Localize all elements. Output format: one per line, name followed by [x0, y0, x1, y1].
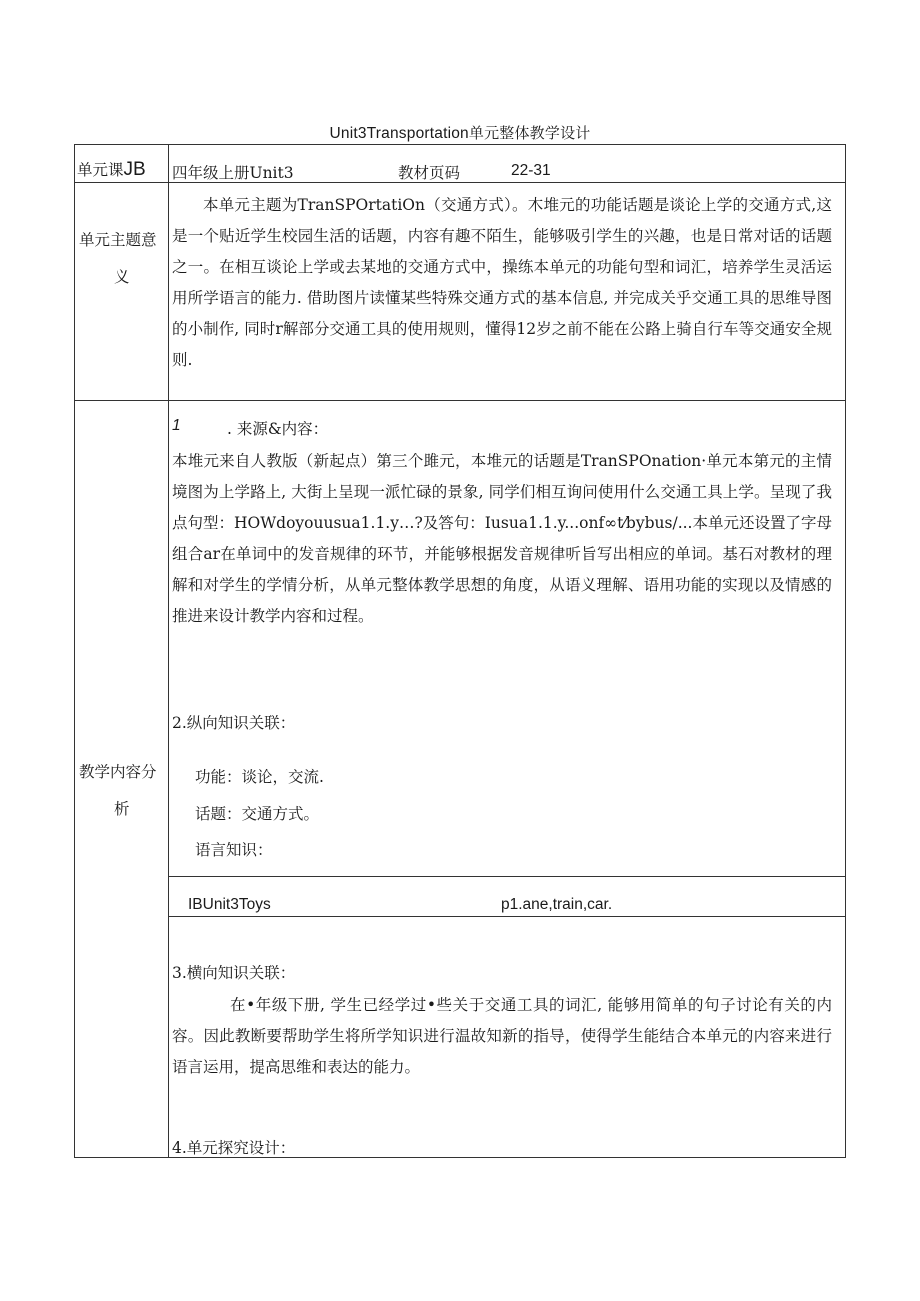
section1-text: 本堆元来自人教版（新起点）第三个雎元，本堆元的话题是TranSPOnation·单元本第元的主情境图为上学路上, 大街上呈现一派忙碌的景象, 同学们相互询问使用什么交通工具上学。呈现了我点句型：HOWdoyouusua1.1.y…?及答句：Iusua1.1.y...onf∞t⁄bybus/...本单元还设置了字母组合ar在单词中的发音规律的环节，并能够根据发音规律听旨写出相应的单词。基石对教材的理解和对学生的学情分析，从单元整体教学思想的角度，从语义理解、语用功能的实现以及情感的推进来设计教学内容和过程。: [172, 452, 832, 625]
inner-table-words-cell: p1.ane,train,car.: [501, 896, 613, 913]
language-knowledge-line: 语言知识：: [195, 841, 273, 859]
section4-title: 4.单元探究设计：: [172, 1139, 296, 1157]
theme-paragraph: [172, 190, 832, 376]
section1-paragraph: [172, 446, 832, 632]
analysis-label-line2: 析: [114, 800, 130, 818]
inner-table-bottom: [168, 916, 846, 917]
unit-lesson-label: [77, 158, 146, 181]
unit-lesson-label-prefix: 单元课: [77, 161, 124, 179]
row-divider-2: [74, 400, 846, 401]
grade-unit-value: 四年级上册Unit3: [172, 164, 294, 182]
section2-title: 2.纵向知识关联：: [172, 714, 296, 732]
section3-title: 3.横向知识关联：: [172, 964, 296, 982]
textbook-pages-label: 教材页码: [398, 164, 461, 182]
title-chinese: 单元整体教学设计: [468, 124, 591, 142]
textbook-pages-value: 22-31: [511, 162, 551, 179]
section3-text: 在•年级下册, 学生已经学过•些关于交通工具的词汇, 能够用简单的句子讨论有关的内容。因此教断要帮助学生将所学知识进行温故知新的指导，使得学生能结合本单元的内容来进行语言运用，提高思维和表达的能力。: [172, 996, 832, 1076]
inner-table-top: [168, 876, 846, 877]
unit-lesson-label-suffix: JB: [123, 159, 146, 180]
theme-label-line2: 义: [114, 268, 130, 286]
title-english: Unit3Transportation: [329, 125, 469, 142]
analysis-label-line1: 教学内容分: [79, 763, 157, 781]
label-column-divider: [168, 144, 169, 1158]
function-line: 功能：谈论，交流.: [195, 768, 324, 786]
section3-paragraph: [172, 990, 832, 1083]
topic-line: 话题：交通方式。: [195, 805, 320, 823]
section1-title: . 来源&内容：: [227, 420, 329, 438]
section1-number: 1: [172, 417, 181, 434]
inner-table-unit-cell: IBUnit3Toys: [188, 896, 271, 913]
theme-text: 本单元主题为TranSPOrtatiOn（交通方式）。木堆元的功能话题是谈论上学的交通方式,这是一个贴近学生校园生活的话题，内容有趣不陌生，能够吸引学生的兴趣，也是日常对话的话题之一。在相互谈论上学或去某地的交通方式中，操练本单元的功能句型和词汇，培养学生灵活运用所学语言的能力. 借助图片读懂某些特殊交通方式的基本信息, 并完成关乎交通工具的思维导图的小制作, 同时r解部分交通工具的使用规则，懂得12岁之前不能在公路上骑自行车等交通安全规则.: [172, 196, 832, 369]
theme-label-line1: 单元主题意: [79, 231, 157, 249]
document-title: [0, 122, 920, 143]
